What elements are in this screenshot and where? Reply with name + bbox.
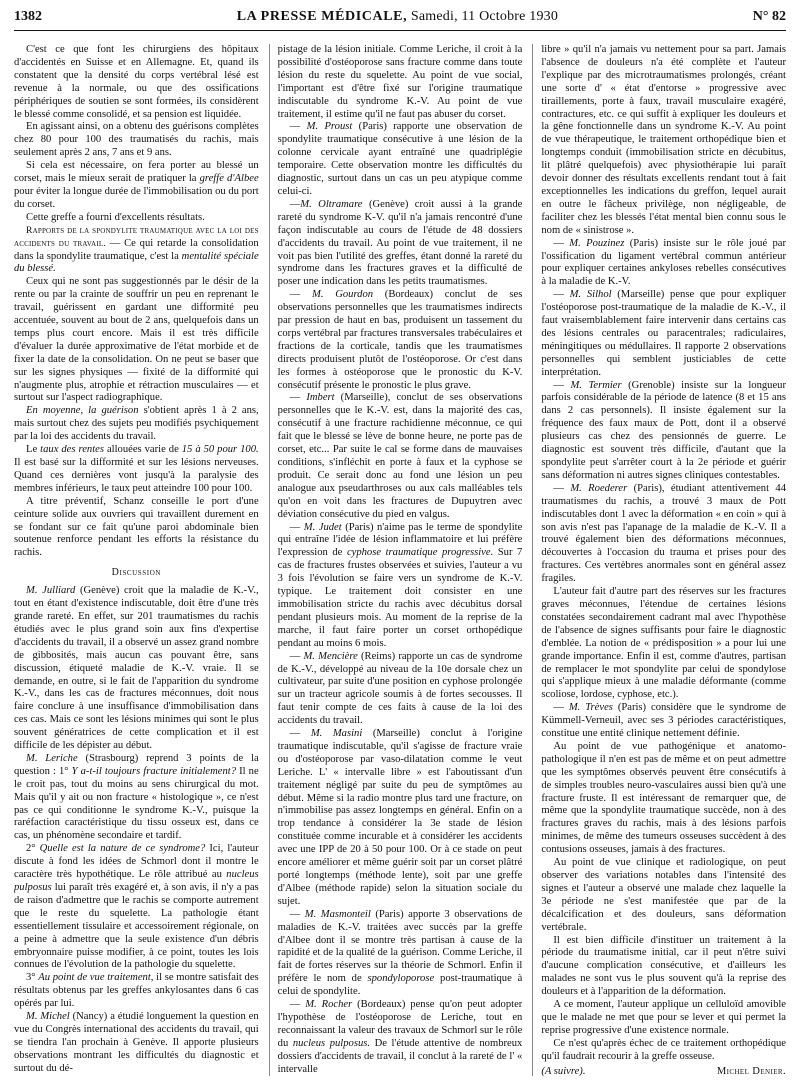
emphasis: cyphose traumatique progressive. bbox=[346, 547, 494, 559]
paragraph: — M. Proust (Paris) rapporte une observation de spondylite traumatique consécutive à une lésion de la colonne cervicale ayant entraîné une quadriplégie temporaire. Cette observation montre les difficultés du diagnostic, surtout dans un cas un peu atypique comme celui-ci. bbox=[277, 121, 523, 197]
speaker-name: M. Proust bbox=[306, 121, 353, 133]
issue-number: N° 82 bbox=[752, 9, 786, 24]
emphasis: 15 à 50 pour 100. bbox=[181, 444, 259, 456]
emphasis: Y a-t-il toujours fracture initialement? bbox=[71, 765, 237, 777]
speaker-name: M. Judet bbox=[303, 521, 342, 533]
paragraph: En agissant ainsi, on a obtenu des guérisons complètes chez 80 pour 100 des traumatisés du rachis, mais seulement après 2 ans, 7 ans et 9 ans. bbox=[14, 121, 259, 159]
emphasis: En moyenne, la guérison bbox=[26, 405, 139, 417]
speaker-name: M. Masmonteil bbox=[304, 908, 371, 920]
paragraph: pistage de la lésion initiale. Comme Leriche, il croit à la possibilité d'ostéoporose sans fracture comme dans toute lésion du reste du squelette. Au point de vue social, l'important est d'être fixé sur l'origine traumatique indiscutable du syndrome K.-V. Au point de vue traitement, il estime qu'il ne faut pas abuser du corset. bbox=[277, 44, 523, 120]
speaker-name: M. Mencière bbox=[303, 650, 358, 662]
column-2 bbox=[269, 44, 523, 1076]
column-3 bbox=[532, 44, 786, 1076]
journal-name: LA PRESSE MÉDICALE, bbox=[236, 9, 408, 24]
paragraph: — M. Trèves (Paris) considère que le syndrome de Kümmell-Verneuil, avec ses 3 périodes caractéristiques, constitue une entité clinique nettement définie. bbox=[541, 702, 787, 740]
page-number: 1382 bbox=[14, 9, 42, 24]
paragraph: M. Leriche (Strasbourg) reprend 3 points de la question : 1° Y a-t-il toujours fracture initialement? Il ne le croit pas, tout du moins au sens chirurgical du mot. Mais qu'il y ait ou non fracture « histologique », ce n'est pas ce qui conditionne le syndrome K.-V., puisque la raréfaction caractéristique du tissu osseux est, dans ce cas, un phénomène secondaire et tardif. bbox=[14, 752, 259, 842]
paragraph: 2° Quelle est la nature de ce syndrome? Ici, l'auteur discute à fond les idées de Schmorl dont il montre le caractère très hypothétique. Le rôle attribué au nucleus pulposus lui paraît très exagéré et, à son avis, il n'y a pas de raison d'admettre que le rachis se comporte autrement que le reste du squelette. La pathologie étant essentiellement tissulaire et accessoirement régionale, on a peine à admettre que la seule existence d'un débris embryonnaire puisse modifier, à ce point, toutes les lois connues de l'évolution de la pathologie du squelette. bbox=[14, 843, 259, 971]
speaker-name: M. Michel bbox=[26, 1011, 70, 1023]
paragraph: — M. Mencière (Reims) rapporte un cas de syndrome de K.-V., développé au niveau de la 10e dorsale chez un cultivateur, par suite d'une position en cyphose prolongée sur un tracteur agricole soumis à de fortes secousses. Il faut tenir compte de ces faits à cause de la loi des accidents du travail. bbox=[277, 650, 523, 727]
paragraph: M. Michel (Nancy) a étudié longuement la question en vue du Congrès international des accidents du travail, qui se tiendra l'an prochain à Genève. Il apporte plusieurs observations montrant les difficultés du diagnostic et surtout du dé- bbox=[14, 1011, 259, 1074]
paragraph: — Imbert (Marseille), conclut de ses observations personnelles que le K.-V. est, dans la majorité des cas, consécutif à une fracture rachidienne méconnue, ce qui fait que le blessé se lève de bonne heure, ne porte pas de corset, etc... Par suite le cal se forme dans de mauvaises conditions, s'infléchit en porte à faux et la cyphose se produit. Ce serait donc au fond une lésion un peu analogue aux pseudarthroses ou aux cals malléables tels qu'on en voit dans les fractures de Dupuytren avec déviation consécutive du pied en valgus. bbox=[277, 392, 523, 520]
paragraph: — M. Rocher (Bordeaux) pense qu'on peut adopter l'hypothèse de l'ostéoporose de Leriche, tout en reconnaissant la valeur des travaux de Schmorl sur le rôle du nucleus pulposus. De l'étude attentive de nombreux dossiers d'accidents de travail, il conclut à la rareté de l' « intervalle bbox=[277, 999, 523, 1075]
paragraph: Si cela est nécessaire, on fera porter au blessé un corset, mais le mieux serait de pratiquer la greffe d'Albee pour éviter la longue durée de l'immobilisation ou du port du corset. bbox=[14, 160, 259, 210]
speaker-name: M. Leriche bbox=[26, 752, 78, 764]
paragraph: C'est ce que font les chirurgiens des hôpitaux d'accidentés en Suisse et en Allemagne. Et, quand ils constatent que la densité du corps vertébral lésé est revenue à la normale, ou que des ossifications périphériques de soutien se sont formées, ils considèrent le blessé comme consolidé, et sa pension est liquidée. bbox=[14, 44, 259, 120]
paragraph: En moyenne, la guérison s'obtient après 1 à 2 ans, mais surtout chez des sujets peu modifiés psychiquement par la loi des accidents du travail. bbox=[14, 405, 259, 443]
emphasis: Quelle est la nature de ce syndrome? bbox=[39, 843, 206, 855]
paragraph: Au point de vue clinique et radiologique, on peut observer des variations notables dans l'intensité des signes et l'auteur a observé une malade chez laquelle la 3e période ne s'est manifestée que par de la décalcification et des douleurs, sans déformation vertébrale. bbox=[541, 857, 787, 933]
column-1 bbox=[14, 44, 259, 1076]
speaker-name: M. Trèves bbox=[568, 702, 613, 714]
emphasis: mentalité spéciale du blessé. bbox=[14, 250, 259, 275]
emphasis: taux des rentes bbox=[40, 444, 104, 456]
paragraph: Cette greffe a fourni d'excellents résultats. bbox=[26, 211, 205, 223]
paragraph: M. Julliard (Genève) croit que la maladie de K.-V., tout en étant d'existence indiscutable, doit être d'une très grande rareté. En effet, sur 201 traumatismes du rachis étudiés avec le plus grand soin aux fins d'expertise d'accidents du travail, il a observé un assez grand nombre de gibbosités, mais aucun cas pouvant être, sans discussion, étiqueté maladie de K.-V. vraie. Il se demande, en outre, si le fait de l'apparition du syndrome K.-V., dans les cas de fractures méconnues, doit nous faire conclure à une insuffisance d'immobilisation dans ces cas. Mais ce sont les lésions minimes qui sont le plus souvent génératrices de cette complication et il est difficile de les dépister au début. bbox=[14, 585, 259, 752]
paragraph: — M. Masmonteil (Paris) apporte 3 observations de maladies de K.-V. traitées avec succès par la greffe d'Albee dont il se montre très partisan à cause de la rapidité et de la qualité de la guérison. Comme Leriche, il fait de fortes réserves sur la théorie de Schmorl. Enfin il préfère le nom de spondyloporose post-traumatique à celui de spondylite. bbox=[277, 908, 523, 998]
emphasis: spondyloporose bbox=[367, 973, 435, 985]
paragraph: — M. Gourdon (Bordeaux) conclut de ses observations personnelles que les traumatismes indirects par pression de haut en bas, produisent un tassement du corps vertébral par fractures transversales trabéculaires et fractions de la corticale, tandis que les traumatismes directs produisent plutôt de l'ostéoporose. Or c'est dans les formes à ostéoporose que le pronostic du K-V. consécutif présente le pronostic le plus grave. bbox=[277, 289, 523, 391]
emphasis: nucleus pulposus bbox=[14, 869, 259, 893]
paragraph: — M. Judet (Paris) n'aime pas le terme de spondylite qui entraîne l'idée de lésion inflammatoire et lui préfère l'expression de cyphose traumatique progressive. Sur 7 cas de fractures frustes observées et suivies, l'auteur a vu 3 fois l'évolution se faire vers un syndrome de K.-V. typique. Le traitement doit consister en une immobilisation stricte du rachis avec décubitus dorsal pendant plusieurs mois. Au moment de la reprise de la marche, il faut faire porter un corset orthopédique pendant au moins 6 mois. bbox=[277, 521, 523, 649]
emphasis: greffe d'Albee bbox=[199, 173, 259, 185]
to-be-continued: (A suivre). bbox=[541, 1065, 586, 1076]
section-title-discussion: Discussion bbox=[111, 567, 162, 579]
journal-title bbox=[237, 9, 558, 25]
paragraph: Ce n'est qu'après échec de ce traitement orthopédique qu'il faudrait recourir à la greffe osseuse. bbox=[541, 1037, 787, 1062]
paragraph: — M. Termier (Grenoble) insiste sur la longueur parfois considérable de la période de latence (8 et 15 ans dans 2 cas personnels). Il insiste également sur la fréquence des faux maux de Pott, dont il a observé plusieurs cas chez des pensionnés de guerre. Le diagnostic est souvent très difficile, d'autant que la spondylite peut s'arrêter court à la 2e période et guérir sans déformation ni autres signes cliniques contestables. bbox=[541, 379, 787, 481]
paragraph: A titre préventif, Schanz conseille le port d'une ceinture solide aux ouvriers qui travaillent durement en se fondant sur ce fait qu'une paroi abdominale bien soutenue renforce pendant les efforts la résistance du rachis. bbox=[14, 495, 259, 559]
subsection-heading: Rapports de la spondylite traumatique avec la loi des accidents du travail. bbox=[14, 224, 259, 249]
article-signoff bbox=[541, 1066, 786, 1076]
paragraph: —M. Oltramare (Genève) croit aussi à la grande rareté du syndrome K-V. qu'il n'a jamais rencontré d'une façon indiscutable au cours de l'étude de 48 dossiers d'accidents du travail. Au point de vue traitement, il ne voit pas bien l'utilité des greffes, étant donné la rareté du syndrome dans les fractures graves et la difficulté de poser une indication dans les petits traumatismes. bbox=[277, 198, 523, 288]
speaker-name: M. Masini bbox=[310, 728, 363, 740]
paragraph: L'auteur fait d'autre part des réserves sur les fractures graves méconnues, l'étendue de certaines lésions constatées secondairement cadrant mal avec l'hypothèse de l'absence de signes suffisants pour faire le diagnostic d'emblée. La notion de « prédisposition » a pour lui une grande importance. Enfin il est, comme d'autres, partisan de remplacer le mot spondylite par celui de spondylose qui s'applique mieux à une maladie déformante (comme scoliose, lordose, cyphose, etc.). bbox=[541, 586, 787, 701]
article-columns bbox=[14, 44, 786, 1076]
speaker-name: M. Roederer bbox=[570, 482, 628, 494]
speaker-name: M. Oltramare bbox=[300, 198, 363, 210]
speaker-name: M. Julliard bbox=[26, 585, 76, 597]
issue-date: Samedi, 11 Octobre 1930 bbox=[410, 9, 559, 24]
paragraph: Ceux qui ne sont pas suggestionnés par le désir de la rente ou par la crainte de souffrir un peu en reprenant le travail, guérissent en gardant une difformité peu accentuée, souvent au bout de 2 ans, quelquefois dans un temps plus court encore. Mais il est très difficile d'évaluer la durée approximative de l'état morbide et de fixer la date de la consolidation. On ne peut se baser que sur les signes physiques — fixité de la difformité qui n'augmente plus, atrophie et rétraction musculaires — et surtout sur l'aspect radiographique. bbox=[14, 276, 259, 404]
paragraph: — M. Masini (Marseille) conclut à l'origine traumatique indiscutable, qu'il s'agisse de fracture vraie ou d'ostéoporose par vaso-dilatation comme le veut Leriche. L' « intervalle libre » est l'aboutissant d'un traitement négligé par suite du peu de symptômes au début. Même si la radio montre plus tard une fracture, on n'immobilise pas assez longtemps en général. Enfin on a trop tendance à considérer la 3e stade de lésion constituée comme incurable et à considérer les accidents avec une IPP de 20 à 50 pour 100. Or à ce stade on peut encore améliorer et même guérir soit par un corset plâtré porté longtemps (méthode lente), soit par une greffe d'Albee (méthode rapide) selon la situation sociale du sujet. bbox=[277, 728, 523, 907]
paragraph: Le taux des rentes allouées varie de 15 à 50 pour 100. Il est basé sur la difformité et sur les lésions nerveuses. Quand ces dernières vont jusqu'à la paralysie des membres inférieurs, le taux peut atteindre 100 pour 100. bbox=[14, 444, 259, 494]
paragraph: — M. Silhol (Marseille) pense que pour expliquer l'ostéoporose post-traumatique de la maladie de K.-V., il faut vraisemblablement faire intervenir dans certains cas des lésions centrales ou paracentrales; radiculaires, méningitiques ou médullaires. Il rapporte 2 observations personnelles qui semblent justiciables de cette interprétation. bbox=[541, 289, 787, 378]
speaker-name: M. Pouzinez bbox=[569, 237, 625, 249]
speaker-name: Imbert bbox=[306, 392, 335, 404]
paragraph: libre » qu'il n'a jamais vu nettement pour sa part. Jamais l'absence de douleurs n'a été complète et l'auteur l'explique par des microtraumatismes prolongés, créant une sorte d' « état d'entorse » progressive avec tiraillements, porte à faux, travail musculaire exagéré, contractures, etc. ce qui suffit à expliquer les douleurs et la gêne fonctionnelle dans un syndrome K.-V. Au point de vue thérapeutique, le traitement orthopédique bien et longtemps conduit (immobilisation stricte en décubitus, lit plâtré quelquefois) avec physiothérapie lui paraît devoir donner des résultats excellents rendant tout à fait exceptionnelles les indications du greffon, lequel aurait en outre le fâcheux privilège, non négligeable, de faciliter chez les blessés l'état mental bien connu sous le nom de « sinistrose ». bbox=[541, 44, 787, 236]
paragraph: Au point de vue pathogénique et anatomo-pathologique il n'en est pas de même et on peut admettre que les symptômes observés peuvent être consécutifs à de simples troubles neuro-vasculaires aussi bien qu'à une fracture fruste. Il est intéressant de remarquer que, de même que la spondylite traumatique succède, non à des fractures graves du rachis, mais à des lésions parfois minimes, de même des tumeurs osseuses succèdent à des contusions osseuses, jamais à des fractures. bbox=[541, 740, 787, 856]
speaker-name: M. Rocher bbox=[305, 999, 353, 1011]
paragraph: Rapports de la spondylite traumatique avec la loi des accidents du travail. — Ce qui retarde la consolidation dans la spondylite traumatique, c'est la mentalité spéciale du blessé. bbox=[14, 224, 259, 275]
speaker-name: M. Silhol bbox=[569, 289, 612, 301]
emphasis: Au point de vue traitement, bbox=[38, 972, 154, 984]
paragraph: Il est bien difficile d'instituer un traitement à la période du traumatisme initial, car il peut n'être suivi d'aucune complication consécutive, et d'ailleurs les malades ne sont vus le plus souvent qu'à la reprise des douleurs et à l'apparition de la déformation. bbox=[541, 934, 787, 998]
page-header bbox=[14, 4, 786, 31]
paragraph: — M. Pouzinez (Paris) insiste sur le rôle joué par l'ossification du ligament vertébral commun antérieur pour expliquer certaines ankyloses rebelles consécutives à la maladie de K.-V. bbox=[541, 237, 787, 288]
emphasis: nucleus pulposus. bbox=[292, 1037, 371, 1049]
speaker-name: M. Gourdon bbox=[312, 289, 374, 301]
paragraph: 3° Au point de vue traitement, il se montre satisfait des résultats obtenus par les greffes ankylosantes dans 6 cas opérés par lui. bbox=[14, 972, 259, 1010]
speaker-name: M. Termier bbox=[570, 379, 622, 391]
author-name: Michel Denier. bbox=[716, 1065, 787, 1076]
paragraph: — M. Roederer (Paris), étudiant attentivement 44 traumatismes du rachis, a trouvé 3 maux de Pott indiscutables dont 1 avec la déformation « en coin » qui à son avis n'est pas l'apanage de la maladie de K.-V. Il a trouvé également bien des déformations méconnues, découvertes à l'occasion du trauma et prises pour des fractures. Ces vertèbres anormales sont en général assez fragiles. bbox=[541, 482, 787, 585]
paragraph: A ce moment, l'auteur applique un celluloïd amovible que le malade ne met que pour se lever et qui permet la reprise progressive d'une existence normale. bbox=[541, 999, 787, 1036]
